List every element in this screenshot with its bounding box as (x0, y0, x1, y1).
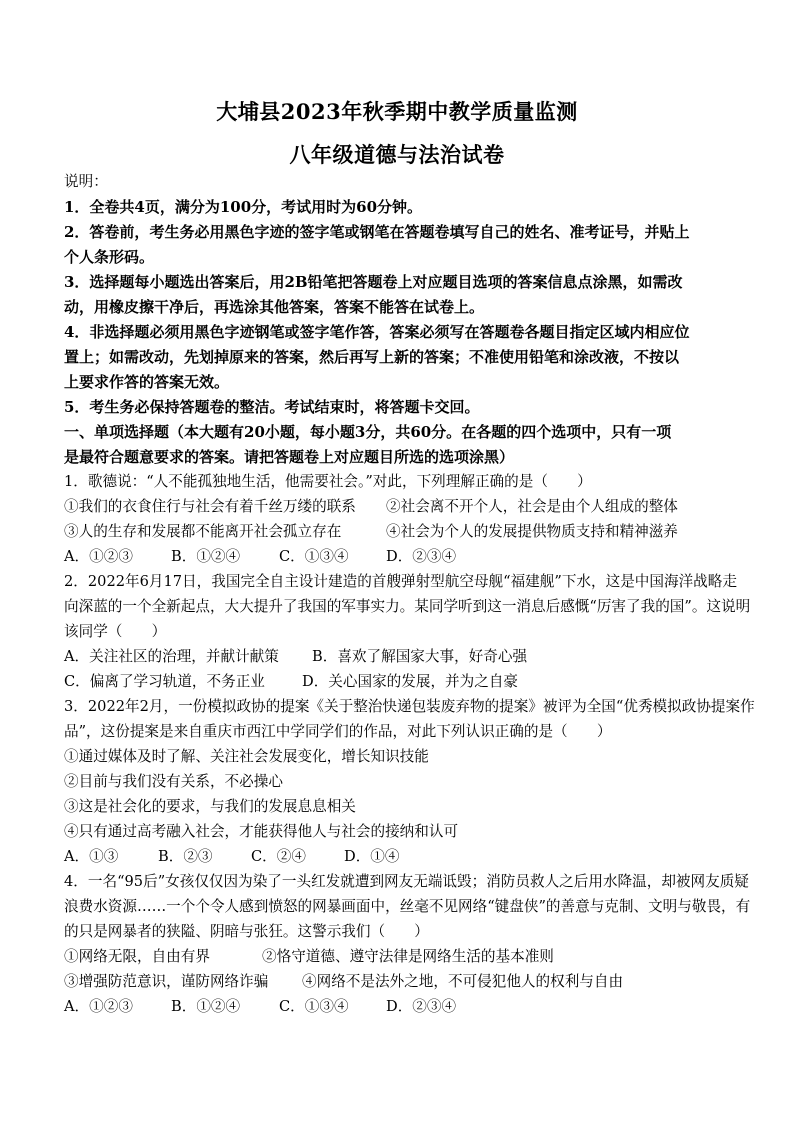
statement: ②目前与我们没有关系，不必操心 (64, 773, 283, 790)
question-stem: 浪费水资源……一个个令人感到愤怒的网暴画面中，丝毫不见网络“键盘侠”的善意与克制、文明与敬畏，有 (64, 898, 751, 915)
instruction-line: 个人条形码。 (64, 248, 155, 266)
statement: ③人的生存和发展都不能离开社会孤立存在 (64, 523, 342, 540)
option-b: B．②③ (158, 848, 213, 865)
question-stem: 2．2022年6月17日，我国完全自主设计建造的首艘弹射型航空母舰“福建舰”下水，这是中国海洋战略走 (64, 573, 737, 590)
option-b: B．①②④ (171, 548, 241, 565)
question-stem: 3．2022年2月，一份模拟政协的提案《关于整治快递包装废弃物的提案》被评为全国“优秀模拟政协提案作 (64, 698, 755, 715)
statement: ③这是社会化的要求，与我们的发展息息相关 (64, 798, 356, 815)
statement: ④社会为个人的发展提供物质支持和精神滋养 (386, 523, 678, 540)
option-a: A．①③ (64, 848, 119, 865)
option-b: B．①②④ (171, 998, 241, 1015)
option-b: B．喜欢了解国家大事，好奇心强 (312, 648, 528, 665)
option-a: A．①②③ (64, 548, 133, 565)
statement: ④只有通过高考融入社会，才能获得他人与社会的接纳和认可 (64, 823, 459, 840)
option-c: C．②④ (251, 848, 306, 865)
exam-title: 大埔县2023年秋季期中教学质量监测 (216, 99, 578, 124)
option-a: A．①②③ (64, 998, 133, 1015)
statement: ①通过媒体及时了解、关注社会发展变化，增长知识技能 (64, 748, 429, 765)
question-stem: 品”，这份提案是来自重庆市西江中学同学们的作品，对此下列认识正确的是（ ） (64, 723, 612, 740)
instruction-line: 上要求作答的答案无效。 (64, 373, 230, 391)
instruction-line: 动，用橡皮擦干净后，再选涂其他答案，答案不能答在试卷上。 (64, 298, 485, 316)
statement: ②恪守道德、遵守法律是网络生活的基本准则 (262, 948, 554, 965)
option-d: D．②③④ (386, 998, 457, 1015)
instruction-line: 4．非选择题必须用黑色字迹钢笔或签字笔作答，答案必须写在答题卷各题目指定区域内相应位 (64, 323, 690, 341)
question-stem: 的只是网暴者的狭隘、阴暗与张狂。这警示我们（ ） (64, 923, 429, 940)
statement: ③增强防范意识，谨防网络诈骗 (64, 973, 269, 990)
instruction-line: 置上；如需改动，先划掉原来的答案，然后再写上新的答案；不准使用铅笔和涂改液，不按以 (64, 348, 680, 366)
instruction-line: 2．答卷前，考生务必用黑色字迹的签字笔或钢笔在答题卷填写自己的姓名、准考证号，并贴上 (64, 223, 690, 241)
instruction-line: 1．全卷共4页，满分为100分，考试用时为60分钟。 (64, 198, 423, 216)
exam-subtitle: 八年级道德与法治试卷 (289, 142, 505, 167)
instruction-line: 5．考生务必保持答题卷的整洁。考试结束时，将答题卡交回。 (64, 398, 480, 416)
option-d: D．关心国家的发展，并为之自豪 (302, 673, 519, 690)
section-heading: 是最符合题意要求的答案。请把答题卷上对应题目所选的选项涂黑） (64, 448, 515, 466)
option-c: C．①③④ (279, 998, 349, 1015)
question-stem: 向深蓝的一个全新起点，大大提升了我国的军事实力。某同学听到这一消息后感慨“厉害了我的国”。这说明 (64, 598, 751, 615)
statement: ①网络无限，自由有界 (64, 948, 210, 965)
question-stem: 4．一名“95后”女孩仅仅因为染了一头红发就遭到网友无端诋毁；消防员救人之后用水降温，却被网友质疑 (64, 873, 749, 890)
instruction-line: 3．选择题每小题选出答案后，用2B铅笔把答题卷上对应题目选项的答案信息点涂黑，如需改 (64, 273, 683, 291)
statement: ①我们的衣食住行与社会有着千丝万缕的联系 (64, 498, 356, 515)
section-heading: 一、单项选择题（本大题有20小题，每小题3分，共60分。在各题的四个选项中，只有一项 (64, 423, 672, 441)
option-c: C．偏离了学习轨道，不务正业 (64, 673, 265, 690)
instructions-label: 说明： (64, 173, 108, 190)
statement: ②社会离不开个人，社会是由个人组成的整体 (386, 498, 678, 515)
question-stem: 1．歌德说：“人不能孤独地生活，他需要社会。”对此，下列理解正确的是（ ） (64, 473, 592, 490)
option-d: D．②③④ (386, 548, 457, 565)
option-c: C．①③④ (279, 548, 349, 565)
statement: ④网络不是法外之地，不可侵犯他人的权利与自由 (302, 973, 624, 990)
question-stem: 该同学（ ） (64, 623, 167, 640)
option-a: A．关注社区的治理，并献计献策 (64, 648, 279, 665)
option-d: D．①④ (344, 848, 400, 865)
